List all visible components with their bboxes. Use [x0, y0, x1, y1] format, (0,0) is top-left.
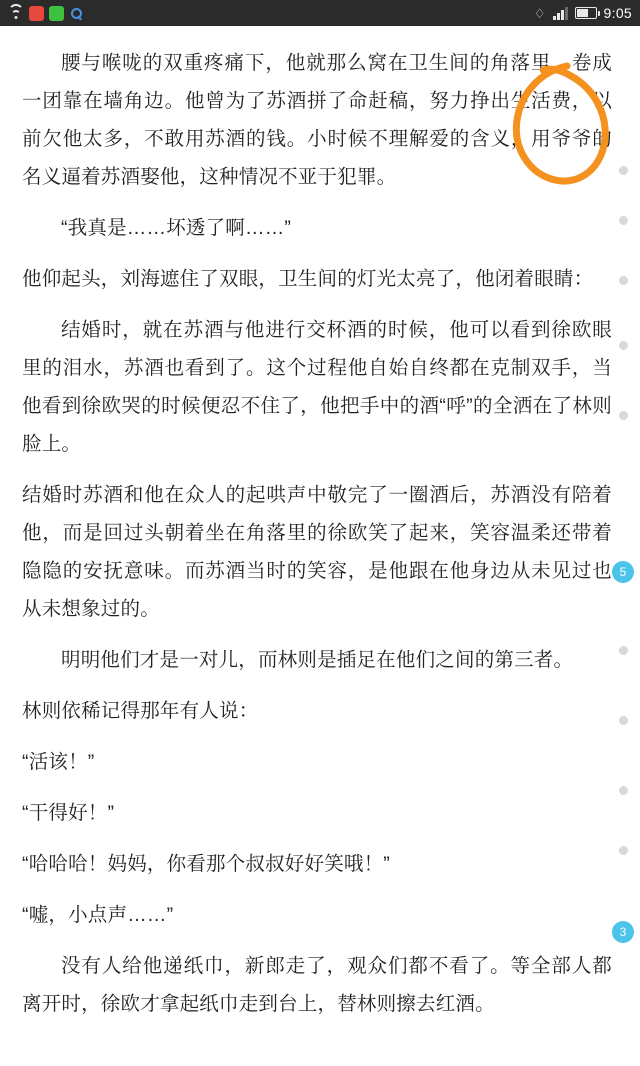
- status-bar-left: [8, 6, 84, 21]
- bluetooth-icon: ♢: [533, 5, 546, 21]
- paragraph: 林则依稀记得那年有人说：: [22, 700, 259, 722]
- comment-count-marker[interactable]: 5: [612, 561, 634, 583]
- signal-icon: [553, 7, 568, 20]
- paragraph: “活该！”: [22, 751, 95, 773]
- paragraph: 腰与喉咙的双重疼痛下，他就那么窝在卫生间的角落里，卷成一团靠在墙角边。他曾为了苏酒拼了命赶稿，努力挣出生活费，以前欠他太多，不敢用苏酒的钱。小时候不理解爱的含义，用爷爷的名义逼着苏酒娶他，这种情况不亚于犯罪。: [22, 52, 612, 188]
- app-icon-green[interactable]: [49, 6, 64, 21]
- battery-icon: [575, 7, 597, 19]
- search-icon[interactable]: [69, 6, 84, 21]
- paragraph: “哈哈哈！妈妈，你看那个叔叔好好笑哦！”: [22, 853, 390, 875]
- paragraph: “嘘，小点声……”: [22, 904, 174, 926]
- comment-count-marker[interactable]: 3: [612, 921, 634, 943]
- paragraph: 明明他们才是一对儿，而林则是插足在他们之间的第三者。: [61, 649, 574, 671]
- status-bar-right: [534, 5, 632, 21]
- paragraph: “干得好！”: [22, 802, 115, 824]
- paragraph: 结婚时苏酒和他在众人的起哄声中敬完了一圈酒后，苏酒没有陪着他，而是回过头朝着坐在角落里的徐欧笑了起来，笑容温柔还带着隐隐的安抚意味。而苏酒当时的笑容，是他跟在他身边从未见过也从未想象过的。: [22, 484, 612, 620]
- paragraph: 他仰起头，刘海遮住了双眼，卫生间的灯光太亮了，他闭着眼睛：: [22, 268, 594, 290]
- paragraph: 没有人给他递纸巾，新郎走了，观众们都不看了。等全部人都离开时，徐欧才拿起纸巾走到台上，替林则擦去红酒。: [22, 955, 612, 1015]
- app-icon-red[interactable]: [29, 6, 44, 21]
- status-bar-clock: 9:05: [603, 5, 632, 21]
- reader-page[interactable]: [0, 26, 640, 1066]
- paragraph: 结婚时，就在苏酒与他进行交杯酒的时候，他可以看到徐欧眼里的泪水，苏酒也看到了。这个过程他自始自终都在克制双手，当他看到徐欧哭的时候便忍不住了，他把手中的酒“呼”的全洒在了林则脸上。: [22, 319, 612, 455]
- status-bar: [0, 0, 640, 26]
- wifi-icon: [8, 7, 24, 20]
- paragraph: “我真是……坏透了啊……”: [61, 217, 292, 239]
